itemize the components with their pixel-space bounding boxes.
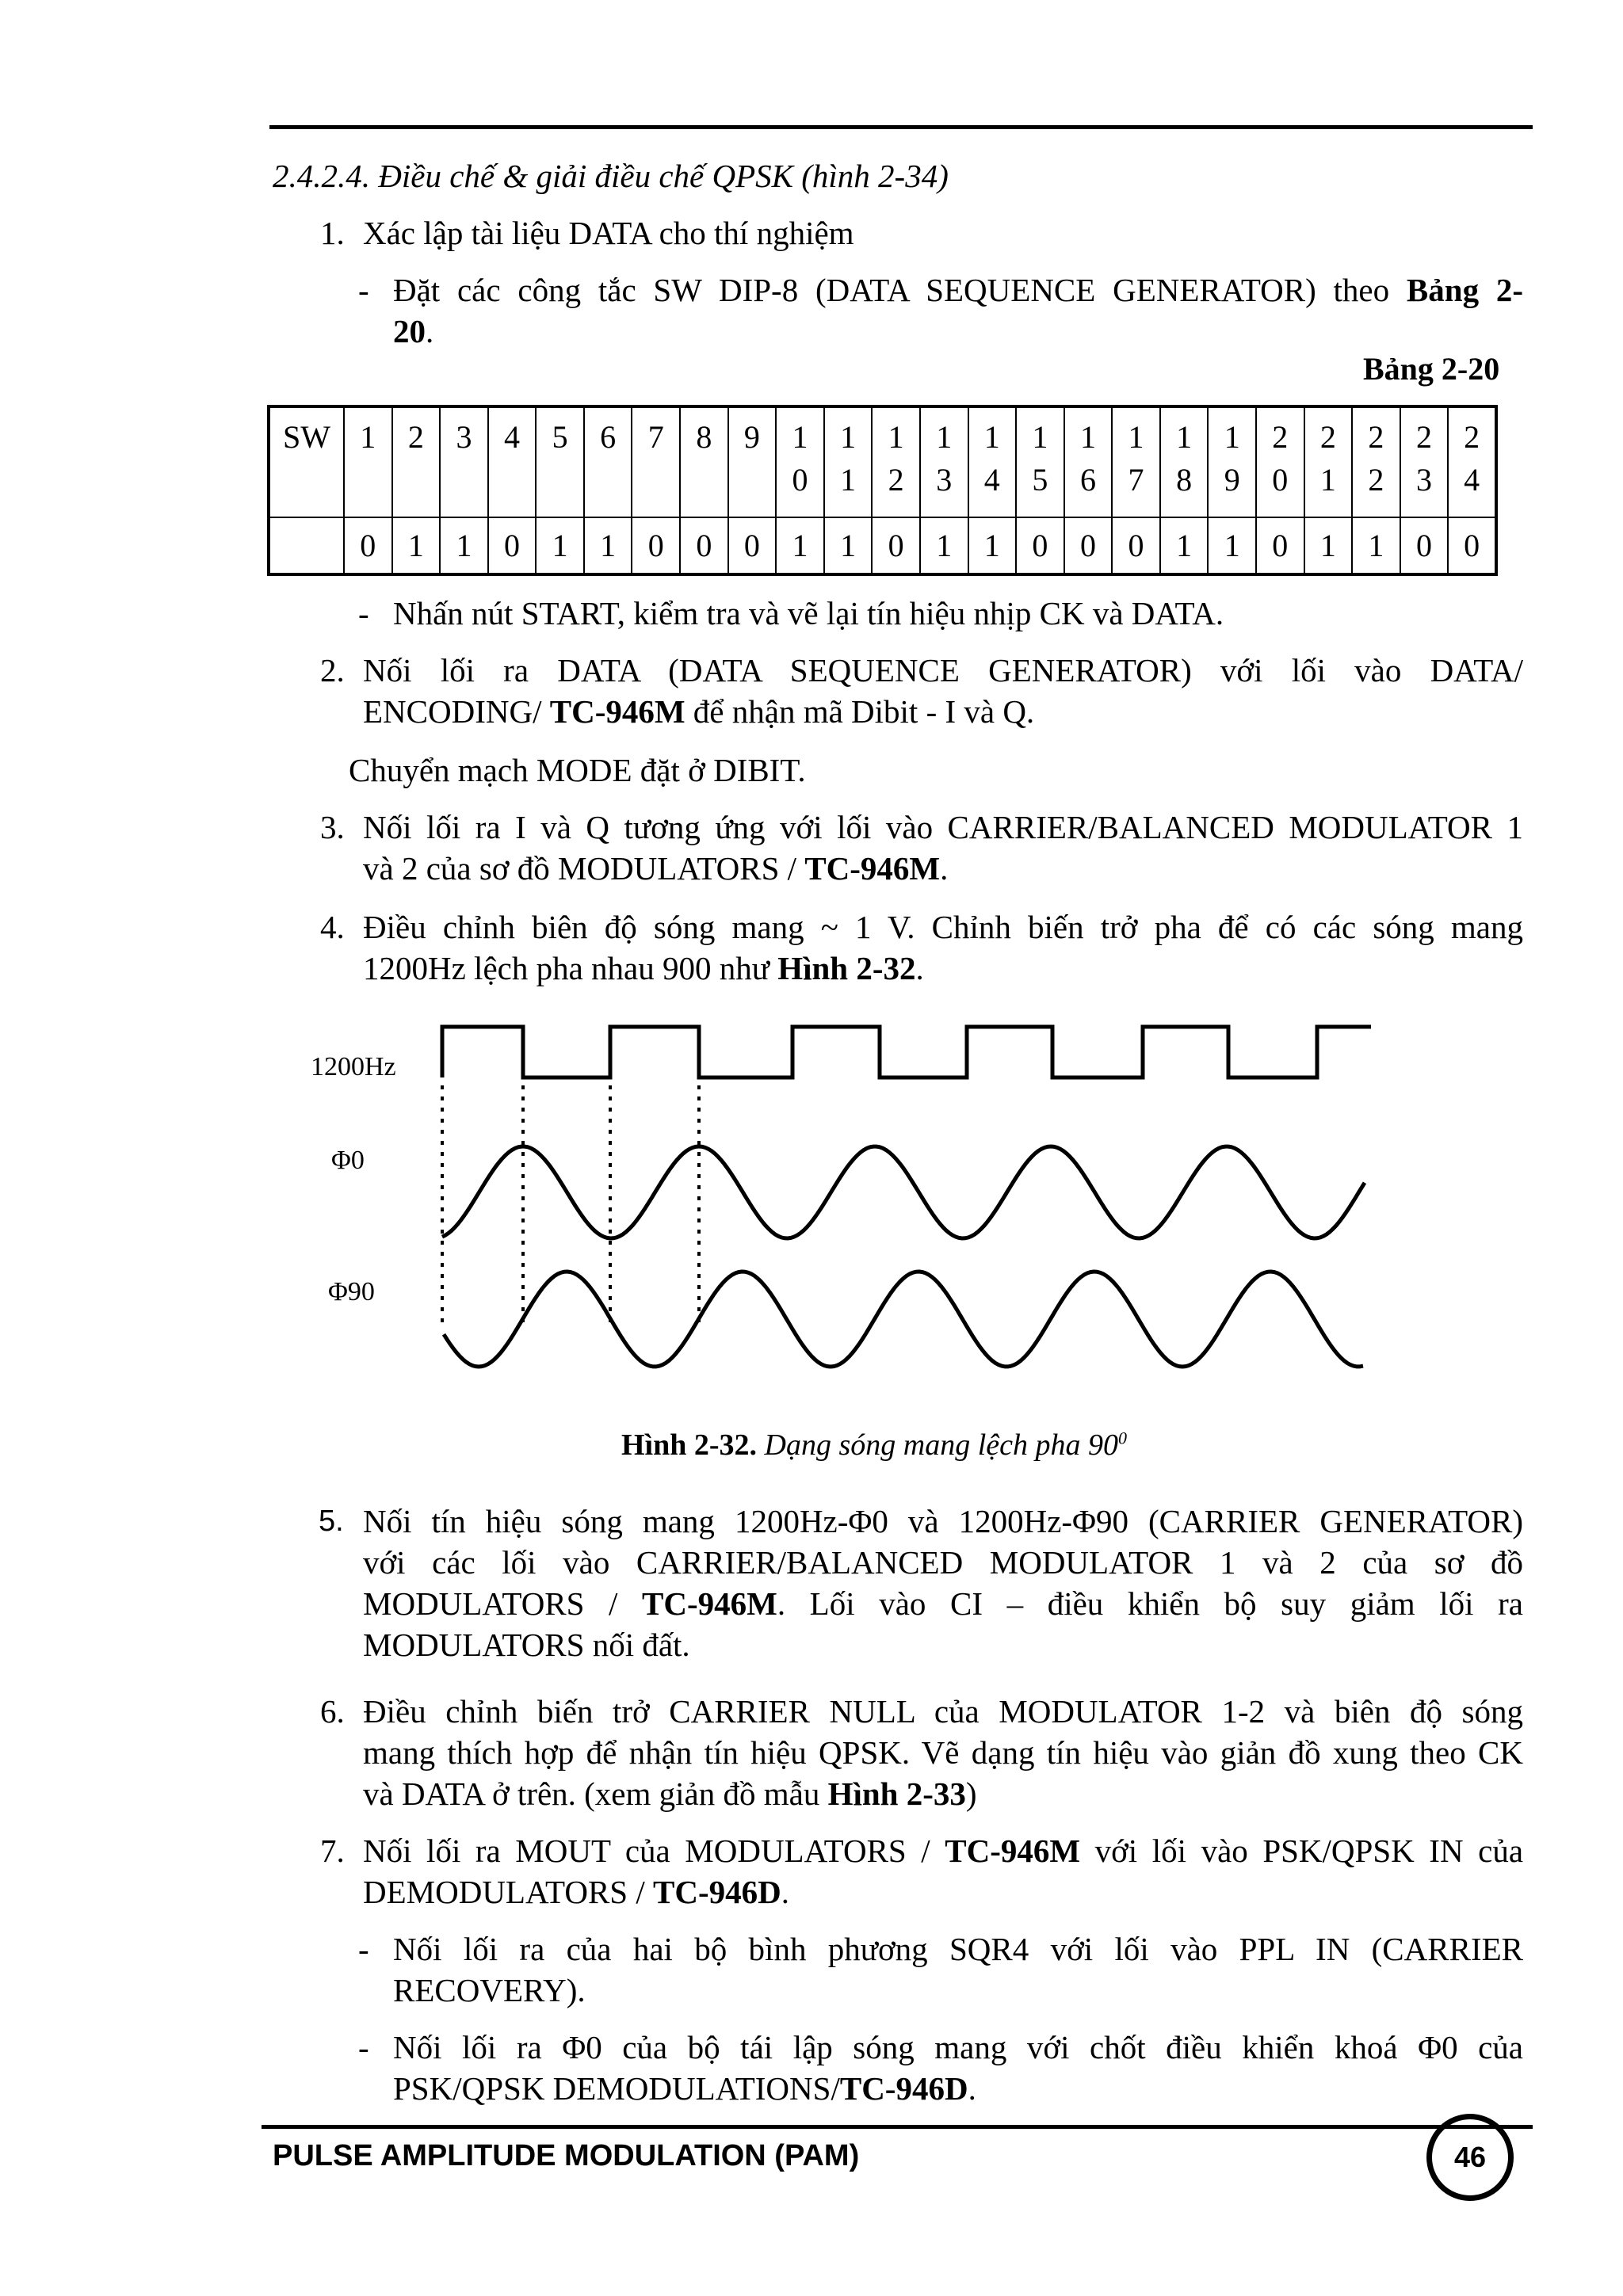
- step1-sub-dash: -: [358, 272, 369, 308]
- sw-value-cell: 0: [1064, 517, 1113, 574]
- sw-value-cell: 0: [1016, 517, 1064, 574]
- step5-line3: MODULATORS / TC-946M. Lối vào CI – điều khiển bộ suy giảm lối ra: [363, 1585, 1523, 1622]
- sw-number-cell: 1 1: [824, 406, 873, 517]
- sw-value-cell: 0: [1400, 517, 1449, 574]
- step3-number: 3.: [320, 809, 345, 845]
- sw-value-cell: 1: [968, 517, 1017, 574]
- phi0-label: Φ0: [331, 1146, 365, 1175]
- sw-value-cell: 0: [1112, 517, 1160, 574]
- table-label: Bảng 2-20: [1363, 351, 1500, 387]
- sw-value-cell: 1: [824, 517, 873, 574]
- sw-value-cell: 0: [680, 517, 728, 574]
- header-rule: [269, 125, 1533, 129]
- sw-value-cell: 0: [1256, 517, 1304, 574]
- table-empty-cell: [269, 517, 344, 574]
- step5-line2: với các lối vào CARRIER/BALANCED MODULATOR 1 và 2 của sơ đồ: [363, 1544, 1523, 1581]
- step7-sub1-line1: Nối lối ra của hai bộ bình phương SQR4 với lối vào PPL IN (CARRIER: [393, 1931, 1523, 1967]
- step6-number: 6.: [320, 1693, 345, 1730]
- step2-number: 2.: [320, 652, 345, 688]
- page-number: 46: [1426, 2114, 1514, 2201]
- sw-number-cell: 1 4: [968, 406, 1017, 517]
- step7-sub2-line1: Nối lối ra Φ0 của bộ tái lập sóng mang với chốt điều khiển khoá Φ0 của: [393, 2029, 1523, 2065]
- sw-number-cell: 1 3: [920, 406, 968, 517]
- step1-number: 1.: [320, 215, 345, 251]
- step7-sub1-line2: RECOVERY).: [393, 1972, 586, 2008]
- step7-sub2-line2: PSK/QPSK DEMODULATIONS/TC-946D.: [393, 2070, 976, 2107]
- figure-caption: Hình 2-32. Dạng sóng mang lệch pha $90^0$: [621, 1428, 1128, 1462]
- sw-value-cell: 0: [872, 517, 920, 574]
- sw-number-cell: 2: [392, 406, 441, 517]
- sw-number-cell: 1: [344, 406, 392, 517]
- table-header-cell: SW: [269, 406, 344, 517]
- step5-number: 5.: [319, 1505, 344, 1538]
- step1-sub-text: Đặt các công tắc SW DIP-8 (DATA SEQUENCE GENERATOR) theo: [393, 272, 1390, 308]
- step1-sub-end: .: [426, 313, 434, 349]
- sw-value-cell: 0: [1448, 517, 1496, 574]
- table-row: [269, 517, 1496, 574]
- step1-sub-line1: [393, 269, 1523, 311]
- step1b-dash: -: [358, 595, 369, 631]
- sw-number-cell: 1 8: [1160, 406, 1209, 517]
- sw-value-cell: 1: [584, 517, 632, 574]
- sw-number-cell: 1 6: [1064, 406, 1113, 517]
- footer-title: PULSE AMPLITUDE MODULATION (PAM): [273, 2139, 860, 2172]
- step3-line2: và 2 của sơ đồ MODULATORS / TC-946M.: [363, 850, 949, 887]
- clock-label: 1200Hz: [311, 1052, 396, 1081]
- step2-line2: ENCODING/ TC-946M để nhận mã Dibit - I và Q.: [363, 693, 1035, 730]
- sw-number-cell: 2 1: [1304, 406, 1353, 517]
- step6-line3: và DATA ở trên. (xem giản đồ mẫu Hình 2-33): [363, 1775, 977, 1812]
- step1-text: Xác lập tài liệu DATA cho thí nghiệm: [363, 215, 854, 251]
- phi90-sine-wave: [444, 1272, 1363, 1367]
- sw-value-cell: 1: [440, 517, 488, 574]
- step1-sub-line2: [393, 311, 433, 352]
- sw-value-cell: 1: [1160, 517, 1209, 574]
- sw-number-cell: 2 2: [1352, 406, 1400, 517]
- sw-number-cell: 2 3: [1400, 406, 1449, 517]
- sw-number-cell: 5: [536, 406, 584, 517]
- sw-number-cell: 1 5: [1016, 406, 1064, 517]
- step1b-text: Nhấn nút START, kiểm tra và vẽ lại tín hiệu nhịp CK và DATA.: [393, 595, 1224, 631]
- clock-square-wave: [442, 1027, 1371, 1077]
- sw-value-cell: 0: [488, 517, 537, 574]
- sw-number-cell: 1 0: [776, 406, 824, 517]
- step6-line2: mang thích hợp để nhận tín hiệu QPSK. Vẽ dạng tín hiệu vào giản đồ xung theo CK: [363, 1734, 1523, 1771]
- waveform-figure: [412, 1014, 1442, 1386]
- sw-number-cell: 1 7: [1112, 406, 1160, 517]
- sw-value-cell: 1: [1304, 517, 1353, 574]
- sw-number-cell: 8: [680, 406, 728, 517]
- step5-line1: Nối tín hiệu sóng mang 1200Hz-Φ0 và 1200Hz-Φ90 (CARRIER GENERATOR): [363, 1503, 1523, 1539]
- sw-number-cell: 9: [728, 406, 777, 517]
- sw-value-cell: 0: [632, 517, 680, 574]
- sw-value-cell: 1: [536, 517, 584, 574]
- sw-number-cell: 1 9: [1208, 406, 1256, 517]
- step7-number: 7.: [320, 1833, 345, 1869]
- step4-line1: Điều chỉnh biên độ sóng mang ~ 1 V. Chỉnh biến trở pha để có các sóng mang: [363, 909, 1523, 945]
- step2-line3: Chuyển mạch MODE đặt ở DIBIT.: [349, 752, 806, 788]
- step7-line2: DEMODULATORS / TC-946D.: [363, 1874, 789, 1910]
- sw-value-cell: 1: [1208, 517, 1256, 574]
- sw-number-cell: 2 4: [1448, 406, 1496, 517]
- sw-number-cell: 4: [488, 406, 537, 517]
- step5-line4: MODULATORS nối đất.: [363, 1627, 690, 1663]
- step7-sub1-dash: -: [358, 1931, 369, 1967]
- sw-value-cell: 0: [344, 517, 392, 574]
- sw-value-cell: 1: [392, 517, 441, 574]
- section-title: 2.4.2.4. Điều chế & giải điều chế QPSK (hình 2-34): [273, 158, 949, 194]
- step1-sub-bold2: 20: [393, 313, 426, 349]
- phi90-label: Φ90: [328, 1277, 375, 1306]
- step2-line1: Nối lối ra DATA (DATA SEQUENCE GENERATOR) với lối vào DATA/: [363, 652, 1523, 688]
- step7-line1: Nối lối ra MOUT của MODULATORS / TC-946M với lối vào PSK/QPSK IN của: [363, 1833, 1524, 1869]
- step7-sub2-dash: -: [358, 2029, 369, 2065]
- phi0-sine-wave: [442, 1146, 1365, 1238]
- step4-number: 4.: [320, 909, 345, 945]
- footer-rule: [262, 2125, 1533, 2129]
- step6-line1: Điều chỉnh biến trở CARRIER NULL của MODULATOR 1-2 và biên độ sóng: [363, 1693, 1523, 1730]
- step3-line1: Nối lối ra I và Q tương ứng với lối vào CARRIER/BALANCED MODULATOR 1: [363, 809, 1523, 845]
- sw-number-cell: 2 0: [1256, 406, 1304, 517]
- sw-value-cell: 1: [920, 517, 968, 574]
- sw-number-cell: 3: [440, 406, 488, 517]
- step1-sub-bold: Bảng 2-: [1406, 272, 1524, 308]
- table-row: [269, 406, 1496, 517]
- step4-line2: 1200Hz lệch pha nhau 900 như Hình 2-32.: [363, 950, 924, 986]
- sw-number-cell: 6: [584, 406, 632, 517]
- sw-number-cell: 7: [632, 406, 680, 517]
- switch-table: [267, 405, 1498, 576]
- sw-value-cell: 1: [776, 517, 824, 574]
- sw-value-cell: 1: [1352, 517, 1400, 574]
- sw-number-cell: 1 2: [872, 406, 920, 517]
- sw-value-cell: 0: [728, 517, 777, 574]
